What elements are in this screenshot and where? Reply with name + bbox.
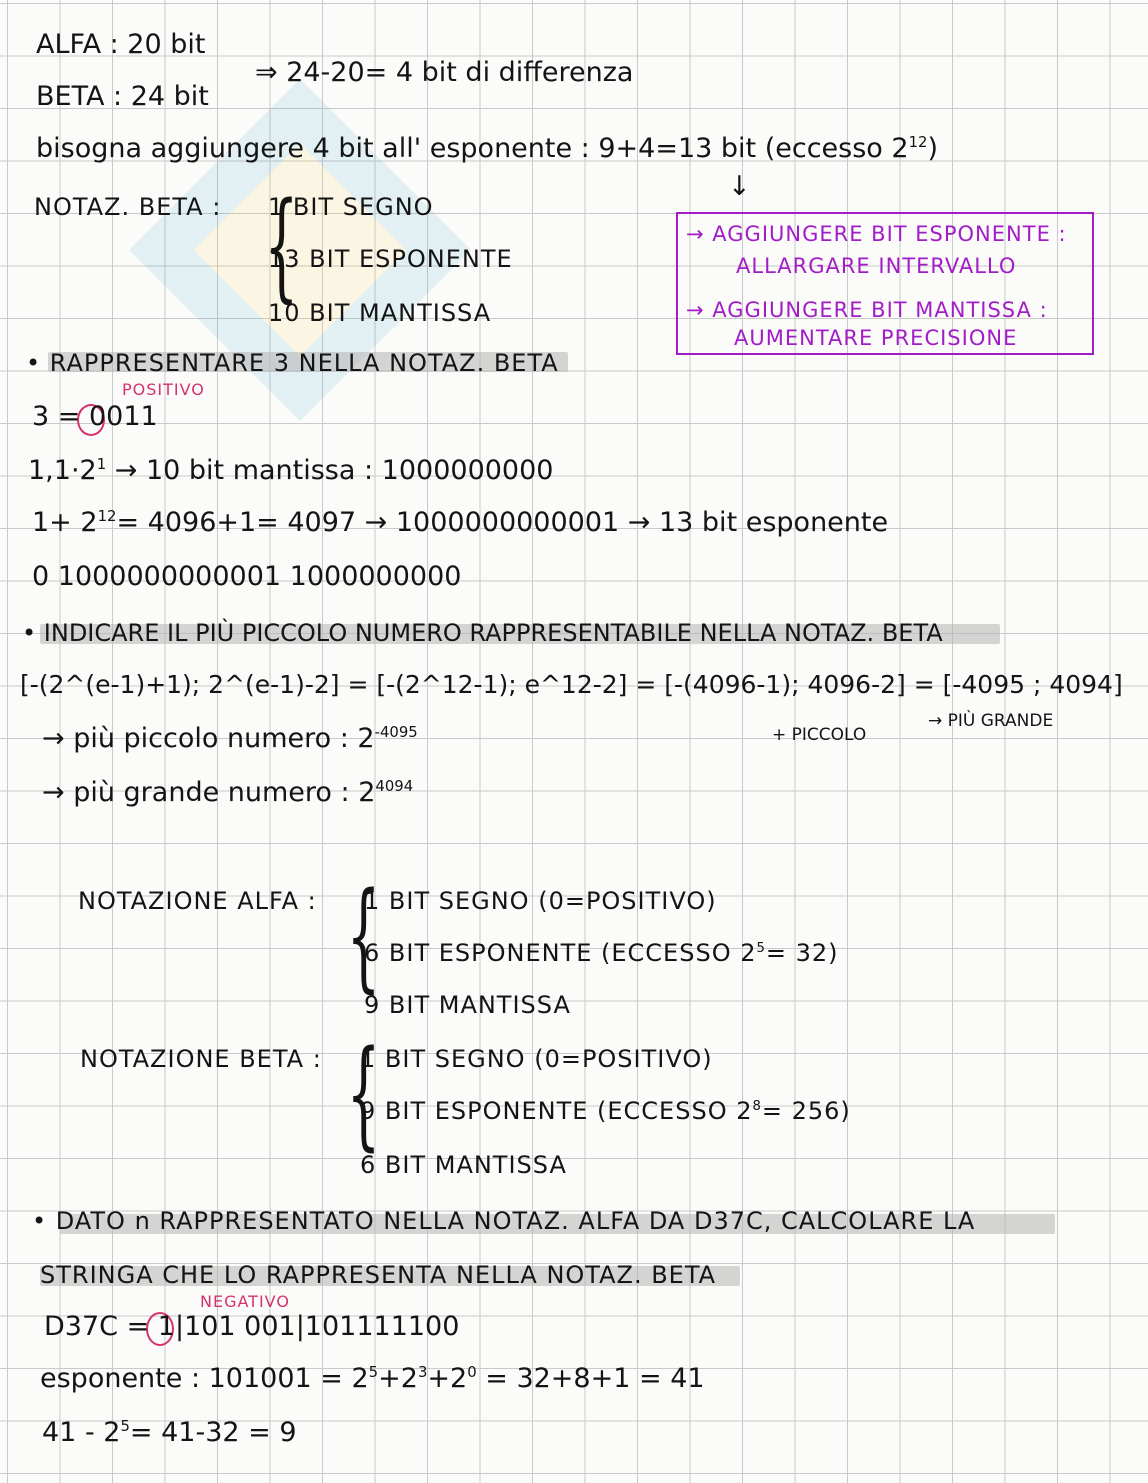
grande-label: → PIÙ GRANDE	[928, 711, 1054, 731]
alfa-exponent	[364, 936, 839, 970]
alfa-label: NOTAZIONE ALFA :	[78, 887, 317, 915]
smallest-line	[42, 722, 418, 756]
task2-heading: • INDICARE IL PIÙ PICCOLO NUMERO RAPPRESENTABILE NELLA NOTAZ. BETA	[22, 619, 943, 647]
task3-heading-1: • DATO n RAPPRESENTATO NELLA NOTAZ. ALFA DA D37C, CALCOLARE LA	[32, 1207, 976, 1235]
brace-alfa: {	[346, 866, 381, 1004]
beta-mantissa: 6 BIT MANTISSA	[360, 1151, 567, 1179]
largest-text: → più grande numero : 2	[42, 777, 376, 808]
exponent-calc	[40, 1362, 705, 1396]
beta-exponent-a: 9 BIT ESPONENTE (ECCESSO 2	[360, 1097, 753, 1125]
alfa-exponent-sup: 5	[756, 941, 766, 956]
box-line-4: AUMENTARE PRECISIONE	[734, 326, 1018, 350]
piccolo-label: + PICCOLO	[772, 725, 867, 745]
nb-mantissa: 10 BIT MANTISSA	[268, 299, 492, 327]
exp-calc-b: +2	[378, 1363, 418, 1394]
bit-difference: ⇒ 24-20= 4 bit di differenza	[255, 57, 634, 88]
notaz-beta-label: NOTAZ. BETA :	[34, 193, 222, 221]
down-arrow: ↓	[728, 171, 751, 202]
task1-heading: • RAPPRESENTARE 3 NELLA NOTAZ. BETA	[26, 349, 559, 377]
largest-line	[42, 776, 413, 810]
exp-calc-a: esponente : 101001 = 2	[40, 1363, 369, 1394]
smallest-text: → più piccolo numero : 2	[42, 723, 375, 754]
beta-bits: BETA : 24 bit	[36, 81, 209, 112]
task3-heading-2: STRINGA CHE LO RAPPRESENTA NELLA NOTAZ. BETA	[40, 1261, 717, 1289]
three-binary: 3 = 0011	[32, 401, 158, 432]
negativo-note: NEGATIVO	[200, 1292, 290, 1311]
alfa-exponent-a: 6 BIT ESPONENTE (ECCESSO 2	[364, 939, 757, 967]
nb-exponent: 13 BIT ESPONENTE	[268, 245, 513, 273]
result-string: 0 1000000000001 1000000000	[32, 561, 462, 592]
beta-exponent-b: = 256)	[761, 1097, 851, 1125]
exp-calc-d: = 32+8+1 = 41	[476, 1363, 705, 1394]
exponent-bits-sup: 12	[908, 133, 928, 151]
final-calc	[42, 1416, 297, 1450]
alfa-sign: 1 BIT SEGNO (0=POSITIVO)	[364, 887, 717, 915]
box-line-1: → AGGIUNGERE BIT ESPONENTE :	[686, 222, 1067, 246]
final-calc-a: 41 - 2	[42, 1417, 121, 1448]
brace-notaz-beta: {	[264, 176, 299, 314]
notes-box	[676, 212, 1094, 355]
interval-line: [-(2^(e-1)+1); 2^(e-1)-2] = [-(2^12-1); e^12-2] = [-(4096-1); 4096-2] = [-4095 ; 4094]	[20, 670, 1123, 699]
d37c-binary: D37C = 1|101 001|101111100	[44, 1311, 460, 1342]
nb-sign: 1 BIT SEGNO	[268, 193, 434, 221]
final-calc-b: = 41-32 = 9	[129, 1417, 297, 1448]
alfa-mantissa: 9 BIT MANTISSA	[364, 991, 571, 1019]
mantissa-b: → 10 bit mantissa : 1000000000	[106, 455, 554, 486]
beta-label: NOTAZIONE BETA :	[80, 1045, 322, 1073]
largest-sup: 4094	[375, 777, 414, 795]
exp-calc-s1: 5	[368, 1363, 379, 1381]
smallest-sup: -4095	[374, 723, 418, 741]
beta-exponent	[360, 1094, 851, 1128]
beta-exponent-sup: 8	[752, 1099, 762, 1114]
box-line-3: → AGGIUNGERE BIT MANTISSA :	[686, 298, 1048, 322]
exponent-bits-line	[36, 132, 938, 166]
positivo-note: POSITIVO	[122, 380, 205, 399]
mantissa-sup: 1	[96, 455, 107, 473]
final-calc-sup: 5	[120, 1417, 130, 1435]
exp-calc-s3: 0	[467, 1363, 477, 1381]
exponent-sup: 12	[97, 507, 117, 525]
exp-calc-c: +2	[427, 1363, 468, 1394]
box-line-2: ALLARGARE INTERVALLO	[736, 254, 1017, 278]
exponent-bits-text: bisogna aggiungere 4 bit all' esponente : 9+4=13 bit (eccesso 2	[36, 133, 909, 164]
brace-beta: {	[346, 1024, 381, 1162]
mantissa-a: 1,1·2	[28, 455, 97, 486]
exponent-line	[32, 506, 888, 540]
beta-sign: 1 BIT SEGNO (0=POSITIVO)	[360, 1045, 713, 1073]
exp-calc-s2: 3	[417, 1363, 428, 1381]
exponent-b: = 4096+1= 4097 → 1000000000001 → 13 bit esponente	[116, 507, 889, 538]
mantissa-line	[28, 454, 553, 488]
alfa-bits: ALFA : 20 bit	[36, 29, 206, 60]
exponent-a: 1+ 2	[32, 507, 98, 538]
exponent-bits-close: )	[927, 133, 939, 164]
alfa-exponent-b: = 32)	[765, 939, 839, 967]
